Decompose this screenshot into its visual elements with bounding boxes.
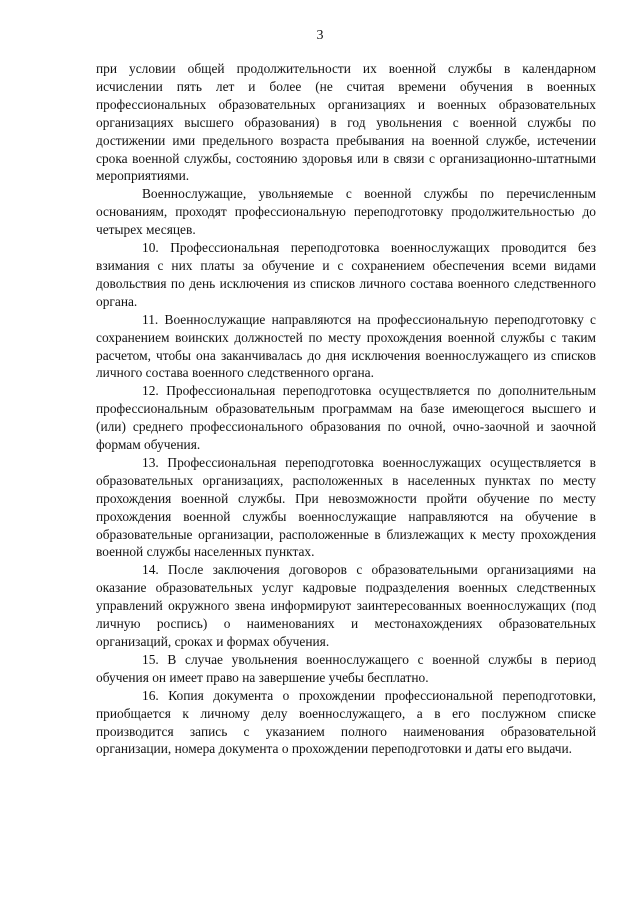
paragraph-10: 10. Профессиональная переподготовка военнослужащих проводится без взимания с них платы за обучение и с сохранением обеспечения всеми видами довольствия по день исключения из списков личного состава военного следственного органа.: [96, 240, 596, 309]
document-body: [96, 60, 596, 758]
page-number: 3: [316, 28, 324, 43]
paragraph-14: 14. После заключения договоров с образовательными организациями на оказание образовательных услуг кадровые подразделения военных следственных управлений окружного звена информируют заинтересованных военнослужащих (под личную роспись) о наименованиях и местонахождениях образовательных организаций, сроках и формах обучения.: [96, 562, 596, 649]
paragraph-16: 16. Копия документа о прохождении профессиональной переподготовки, приобщается к личному делу военнослужащего, а в его послужном списке производится запись с указанием полного наименования образовательной организации, номера документа о прохождении переподготовки и даты его выдачи.: [96, 687, 596, 757]
paragraph-retraining-duration: Военнослужащие, увольняемые с военной службы по перечисленным основаниям, проходят профессиональную переподготовку продолжительностью до четырех месяцев.: [96, 186, 596, 238]
paragraph-13: 13. Профессиональная переподготовка военнослужащих осуществляется в образовательных организациях, расположенных в населенных пунктах по месту прохождения военной службы. При невозможности пройти обучение по месту прохождения военной службы военнослужащие направляются на обучение в образовательные организации, расположенные в близлежащих к месту прохождения военной службы населенных пунктах.: [96, 454, 596, 560]
paragraph-12: 12. Профессиональная переподготовка осуществляется по дополнительным профессиональным образовательным программам на базе имеющегося высшего и (или) среднего профессионального образования по очной, очно-заочной и заочной формам обучения.: [96, 383, 596, 453]
paragraph-continuation: при условии общей продолжительности их военной службы в календарном исчислении пять лет и более (не считая времени обучения в военных профессиональных образовательных организациях и военных образовательных организациях высшего образования) в год увольнения с военной службы по достижении ими предельного возраста пребывания на военной службе, истечении срока военной службы, состоянию здоровья или в связи с организационно-штатными мероприятиями.: [96, 61, 596, 184]
paragraph-15: 15. В случае увольнения военнослужащего с военной службы в период обучения он имеет право на завершение учебы бесплатно.: [96, 651, 596, 685]
paragraph-11: 11. Военнослужащие направляются на профессиональную переподготовку с сохранением воинских должностей по месту прохождения военной службы с таким расчетом, чтобы она заканчивалась до дня исключения военнослужащего из списков личного состава военного следственного органа.: [96, 311, 596, 381]
